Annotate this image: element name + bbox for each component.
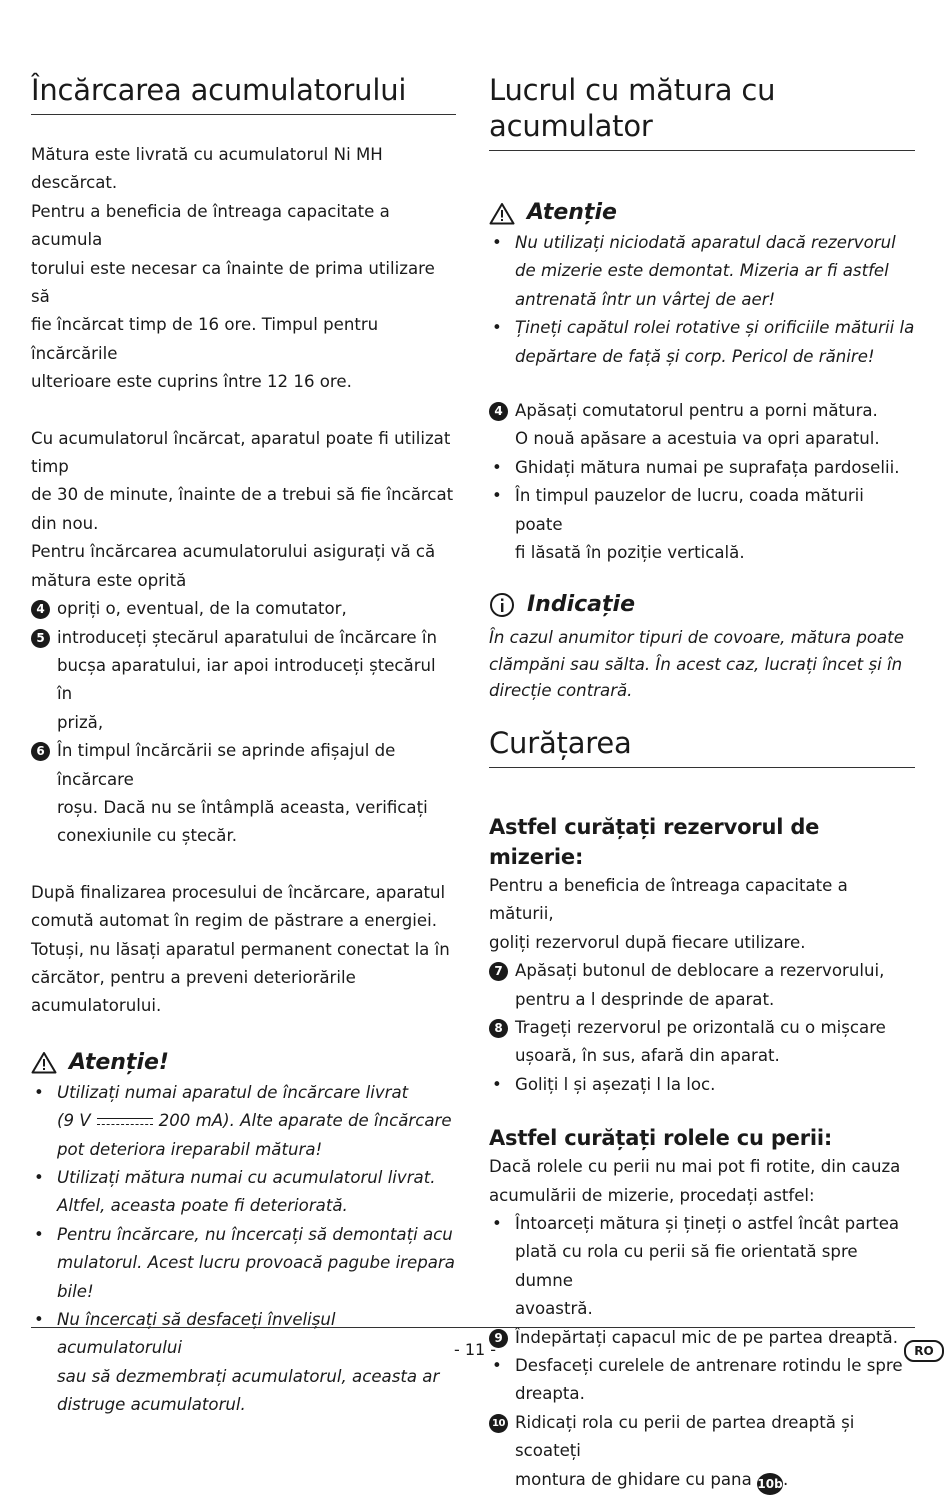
list-item xyxy=(489,1071,915,1099)
text-line: În timpul încărcării se aprinde afișajul de încărcare xyxy=(57,741,396,789)
bullet-icon: • xyxy=(492,233,502,252)
voltage-text: (9 V xyxy=(57,1111,91,1131)
note-text xyxy=(489,625,915,705)
bullet-icon: • xyxy=(492,1356,502,1376)
text-line: introduceți ștecărul aparatului de încărcare în xyxy=(57,627,438,647)
warning-title: Atenție xyxy=(527,200,617,225)
text-line: Mătura este livrată cu acumulatorul Ni MH descărcat. xyxy=(31,145,383,193)
text-line: Trageți rezervorul pe orizontală cu o mișcare xyxy=(515,1018,886,1037)
right-column xyxy=(489,66,915,1495)
list-item xyxy=(489,454,915,482)
current-text: 200 mA). Alte aparate de încărcare xyxy=(158,1111,452,1131)
bullet-icon: • xyxy=(492,1214,502,1234)
left-column xyxy=(31,66,456,1420)
text-line: Utilizați mătura numai cu acumulatorul livrat. xyxy=(57,1168,436,1187)
text-line: Ghidați mătura numai pe suprafața pardoselii. xyxy=(515,457,900,477)
page-number: - 11 - xyxy=(453,1340,497,1359)
bullet-icon: • xyxy=(492,457,502,477)
text-line xyxy=(515,1466,915,1495)
step-4 xyxy=(31,595,456,623)
warning-bullet xyxy=(31,1306,456,1420)
text-line: din nou. xyxy=(31,513,99,533)
text-line: Apăsați comutatorul pentru a porni mătura. xyxy=(515,401,878,421)
text-line: mătura este oprită xyxy=(31,570,187,590)
text-line: Țineți capătul rolei rotative și orificiile măturii la xyxy=(515,318,915,338)
info-icon xyxy=(489,592,515,618)
warning-bullet xyxy=(31,1079,456,1164)
charging-end-paragraph xyxy=(31,879,456,1021)
bullet-icon: • xyxy=(492,1074,502,1094)
section-title-cleaning: Curățarea xyxy=(489,725,915,768)
footer-divider xyxy=(31,1327,915,1328)
step-number-icon: 10 xyxy=(489,1414,508,1433)
text-line: Pentru încărcare, nu încercați să demontați acu xyxy=(57,1224,453,1244)
bullet-icon: • xyxy=(492,486,502,506)
text-line: goliți rezervorul după fiecare utilizare. xyxy=(489,932,806,952)
bullet-icon: • xyxy=(34,1082,44,1102)
text-line: opriți o, eventual, de la comutator, xyxy=(57,599,347,619)
text-line: fie încărcat timp de 16 ore. Timpul pentru încărcările xyxy=(31,315,379,363)
text-line: bucșa aparatului, iar apoi introduceți ștecărul în xyxy=(57,655,436,704)
text-line: acumulării de mizerie, procedați astfel: xyxy=(489,1185,815,1205)
text-line: sau să dezmembrați acumulatorul, aceasta ar xyxy=(57,1366,440,1386)
warning-heading xyxy=(31,1047,456,1079)
step-6 xyxy=(31,737,456,851)
text-line: comută automat în regim de păstrare a energiei. xyxy=(31,911,437,931)
text-line: distruge acumulatorul. xyxy=(57,1395,246,1415)
text-line: Pentru încărcarea acumulatorului asigurați vă că xyxy=(31,542,436,562)
text-line: fi lăsată în poziție verticală. xyxy=(515,543,745,563)
warning-heading xyxy=(489,197,915,229)
text-line: antrenată într un vârtej de aer! xyxy=(515,289,776,309)
warning-bullet xyxy=(489,314,915,371)
text-line: avoastră. xyxy=(515,1299,593,1319)
text-line: bile! xyxy=(57,1281,94,1301)
list-item xyxy=(489,1352,915,1409)
bullet-icon: • xyxy=(34,1224,44,1244)
text-line: cărcător, pentru a preveni deteriorările acumulatorului. xyxy=(31,967,356,1016)
text-line: Îndepărtați capacul mic de pe partea dreaptă. xyxy=(515,1327,899,1347)
step-4 xyxy=(489,397,915,454)
text-line: Desfaceți curelele de antrenare rotindu le spre xyxy=(515,1356,903,1376)
text-line: După finalizarea procesului de încărcare, aparatul xyxy=(31,882,446,902)
text-line: Totuși, nu lăsați aparatul permanent conectat la în xyxy=(31,939,450,959)
text-line: ulterioare este cuprins între 12 16 ore. xyxy=(31,372,352,392)
charging-intro-paragraph xyxy=(31,141,456,397)
step-number-icon: 4 xyxy=(489,402,508,421)
step-number-icon: 7 xyxy=(489,962,508,981)
dc-symbol-icon xyxy=(97,1116,153,1128)
text-line: pentru a l desprinde de aparat. xyxy=(515,989,775,1009)
text-line: dreapta. xyxy=(515,1384,585,1404)
subheading-brush-rollers: Astfel curățați rolele cu perii: xyxy=(489,1126,833,1151)
bullet-icon: • xyxy=(492,318,502,338)
text-line: În timpul pauzelor de lucru, coada măturii poate xyxy=(515,486,864,534)
text-line: clămpăni sau sălta. În acest caz, lucrați încet și în xyxy=(489,654,903,674)
text-line: de 30 de minute, înainte de a trebui să fie încărcat xyxy=(31,485,454,505)
text-line: mulatorul. Acest lucru provoacă pagube irepara xyxy=(57,1253,455,1273)
text-line: Ridicați rola cu perii de partea dreaptă și scoateți xyxy=(515,1412,855,1461)
warning-bullet xyxy=(31,1221,456,1306)
text-line: priză, xyxy=(57,712,104,732)
text-line: torului este necesar ca înainte de prima utilizare să xyxy=(31,258,435,307)
text-line: direcție contrară. xyxy=(489,681,633,701)
step-number-icon: 8 xyxy=(489,1019,508,1038)
step-8 xyxy=(489,1014,915,1071)
text-line: Pentru a beneficia de întreaga capacitate a măturii, xyxy=(489,875,848,924)
step-10 xyxy=(489,1409,915,1495)
bullet-icon: • xyxy=(34,1168,44,1187)
text-fragment: montura de ghidare cu pana xyxy=(515,1469,752,1489)
note-heading xyxy=(489,589,915,621)
section-title-operation: Lucrul cu mătura cu acumulator xyxy=(489,72,915,151)
text-line: Goliți l și așezați l la loc. xyxy=(515,1074,716,1094)
text-line: Întoarceți mătura și țineți o astfel încât partea xyxy=(515,1214,900,1234)
text-line: plată cu rola cu perii să fie orientată spre dumne xyxy=(515,1242,858,1290)
text-line: Cu acumulatorul încărcat, aparatul poate fi utilizat timp xyxy=(31,428,451,477)
warning-triangle-icon xyxy=(31,1051,57,1074)
list-item xyxy=(489,482,915,567)
warning-bullet xyxy=(31,1164,456,1221)
section-title-charging: Încărcarea acumulatorului xyxy=(31,72,456,115)
step-7 xyxy=(489,957,915,1014)
charging-usage-paragraph xyxy=(31,425,456,595)
language-badge: RO xyxy=(904,1340,944,1362)
text-line: ușoară, în sus, afară din aparat. xyxy=(515,1046,780,1066)
list-item xyxy=(489,1210,915,1324)
text-line: pot deteriora ireparabil mătura! xyxy=(57,1139,323,1159)
warning-triangle-icon xyxy=(489,202,515,225)
text-fragment: . xyxy=(783,1469,789,1489)
text-line: O nouă apăsare a acestuia va opri aparatul. xyxy=(515,429,880,449)
text-line: Utilizați numai aparatul de încărcare livrat xyxy=(57,1082,409,1102)
text-line: Apăsați butonul de deblocare a rezervorului, xyxy=(515,961,885,981)
step-number-icon: 5 xyxy=(31,629,50,648)
text-line: Pentru a beneficia de întreaga capacitate a acumula xyxy=(31,201,390,250)
note-title: Indicație xyxy=(527,592,636,618)
text-line: de mizerie este demontat. Mizeria ar fi astfel xyxy=(515,261,889,281)
text-line: roșu. Dacă nu se întâmplă aceasta, verificați xyxy=(57,797,428,817)
text-line: Nu utilizați niciodată aparatul dacă rezervorul xyxy=(515,233,896,252)
bullet-icon: • xyxy=(34,1310,44,1330)
warning-title: Atenție! xyxy=(69,1049,169,1075)
text-line: depărtare de față și corp. Pericol de rănire! xyxy=(515,346,875,366)
step-number-icon: 9 xyxy=(489,1329,508,1348)
text-line: conexiunile cu ștecăr. xyxy=(57,826,238,846)
figure-reference-badge: 10b xyxy=(757,1473,783,1495)
step-number-icon: 4 xyxy=(31,600,50,619)
text-line: În cazul anumitor tipuri de covoare, mătura poate xyxy=(489,628,904,648)
warning-bullet xyxy=(489,229,915,314)
step-number-icon: 6 xyxy=(31,742,50,761)
step-5 xyxy=(31,624,456,738)
text-line xyxy=(57,1107,456,1135)
text-line: Altfel, aceasta poate fi deteriorată. xyxy=(57,1196,348,1216)
text-line: Nu încercați să desfaceți învelișul acumulatorului xyxy=(57,1310,336,1358)
text-line: Dacă rolele cu perii nu mai pot fi rotite, din cauza xyxy=(489,1157,901,1177)
subheading-dust-container: Astfel curățați rezervorul de mizerie: xyxy=(489,814,820,869)
